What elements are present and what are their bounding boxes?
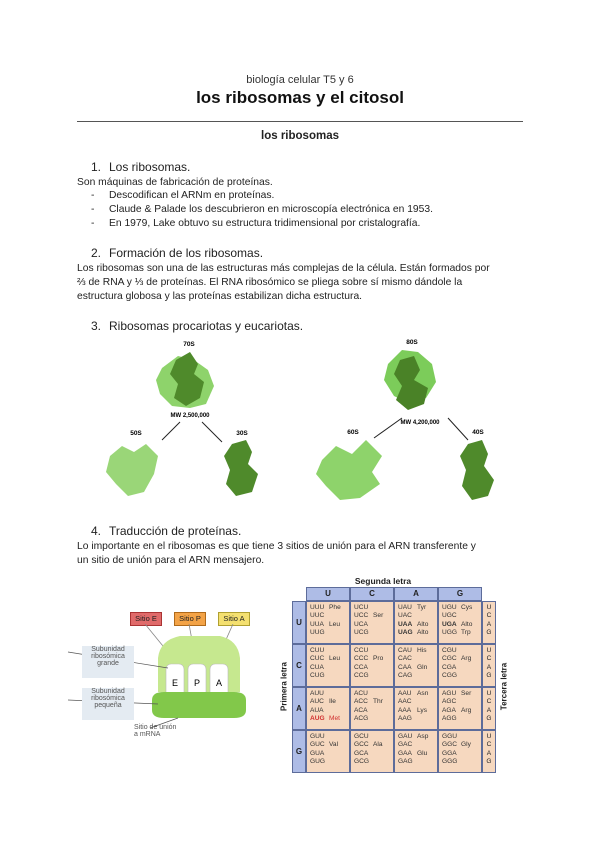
row-header: A — [292, 687, 306, 730]
codon-entry — [398, 690, 434, 698]
codon: AAG — [398, 715, 412, 723]
codon-entry — [310, 707, 346, 715]
s1-item: - Descodifican el ARNm en proteínas. — [91, 190, 275, 201]
column-header: U — [306, 587, 350, 601]
codon-entry — [398, 629, 434, 637]
codon-cell — [438, 601, 482, 644]
small-subunit-shape — [152, 692, 246, 718]
heading-4: 4. Traducción de proteínas. — [91, 524, 242, 538]
codon: AGA — [442, 706, 456, 714]
codon-entry — [398, 741, 434, 749]
codon-entry — [442, 647, 478, 655]
codon-entry — [442, 733, 478, 741]
codon-entry — [354, 612, 390, 620]
codon-entry — [310, 647, 346, 655]
codon-entry — [442, 707, 478, 715]
label-mw-euk: MW 4,200,000 — [400, 420, 440, 426]
codon-table — [276, 587, 509, 775]
codon-entry — [310, 750, 346, 758]
codon: CUA — [310, 663, 324, 671]
amino-acid: Ser — [461, 690, 472, 697]
large-subunit-label: Subunidad ribosómica grande — [82, 646, 134, 678]
codon-cell — [394, 601, 438, 644]
codon-entry — [442, 664, 478, 672]
codon: AAC — [398, 698, 412, 706]
codon: CAG — [398, 672, 413, 680]
codon-entry — [310, 612, 346, 620]
amino-acid: Alto — [417, 620, 429, 628]
codon: ACG — [354, 715, 369, 723]
section-heading: los ribosomas — [261, 130, 339, 142]
amino-acid: Leu — [329, 620, 341, 628]
codon-entry — [354, 647, 390, 655]
codon: UCC — [354, 612, 369, 620]
third-letter: C — [486, 698, 492, 706]
codon-entry — [442, 741, 478, 749]
third-letter-cell — [482, 687, 496, 730]
site-a-label: Sitio A — [218, 612, 250, 626]
codon: UAU — [398, 604, 412, 611]
codon-entry — [354, 707, 390, 715]
heading-3: 3. Ribosomas procariotas y eucariotas. — [91, 319, 304, 333]
third-letter: A — [486, 620, 492, 628]
label-50s: 50S — [130, 430, 142, 437]
codon-entry — [310, 758, 346, 766]
codon: GCA — [354, 749, 369, 757]
amino-acid: Arg — [461, 706, 472, 714]
codon-entry — [398, 758, 434, 766]
row-header: G — [292, 730, 306, 773]
amino-acid: Phe — [329, 604, 341, 611]
codon-entry — [310, 672, 346, 680]
codon: GAU — [398, 733, 413, 740]
arrow-euk-right — [448, 418, 468, 440]
third-letter-cell — [482, 644, 496, 687]
s4-paragraph: Lo importante en el ribosomas es que tiene 3 sitios de unión para el ARN transferente y un sitio de unión para el ARN mensajero. — [77, 541, 476, 566]
codon-entry — [310, 733, 346, 741]
third-letter: A — [486, 663, 492, 671]
codon-entry — [354, 750, 390, 758]
codon: CCU — [354, 647, 369, 654]
small-subunit-label: Subunidad ribosómica pequeña — [82, 688, 134, 720]
codon-entry — [354, 629, 390, 637]
codon-entry — [398, 612, 434, 620]
amino-acid: Arg — [461, 655, 472, 663]
codon: GUU — [310, 733, 325, 740]
codon-entry — [310, 629, 346, 637]
label-80s: 80S — [406, 339, 418, 346]
ribosome-30s — [224, 440, 258, 496]
codon-entry — [354, 715, 390, 723]
codon-cell — [394, 644, 438, 687]
third-letter: G — [486, 758, 492, 766]
third-letter: G — [486, 715, 492, 723]
codon: CUC — [310, 655, 325, 663]
third-letter: C — [486, 612, 492, 620]
codon-cell — [350, 687, 394, 730]
codon: CCG — [354, 672, 369, 680]
codon: AUU — [310, 690, 324, 697]
codon-entry — [442, 629, 478, 637]
third-letter: G — [486, 672, 492, 680]
codon-entry — [354, 698, 390, 706]
site-p-label: Sitio P — [174, 612, 206, 626]
codon-entry — [398, 698, 434, 706]
codon: GUG — [310, 758, 326, 766]
amino-acid: His — [417, 647, 427, 654]
codon: UGC — [442, 612, 457, 620]
codon: CGC — [442, 655, 457, 663]
codon-entry — [354, 690, 390, 698]
codon-entry — [442, 750, 478, 758]
amino-acid: Thr — [373, 698, 383, 706]
amino-acid: Cys — [461, 604, 473, 611]
codon: UCA — [354, 620, 368, 628]
amino-acid: Glu — [417, 749, 428, 757]
s1-item: - Claude & Palade los descubrieron en microscopía electrónica en 1953. — [91, 204, 433, 215]
codon: AGC — [442, 698, 457, 706]
third-letter: A — [486, 706, 492, 714]
codon-entry — [442, 698, 478, 706]
site-e-label: Sitio E — [130, 612, 162, 626]
codon: UGU — [442, 604, 457, 611]
codon-cell — [350, 644, 394, 687]
codon: CUG — [310, 672, 325, 680]
codon-entry — [310, 715, 346, 723]
amino-acid: Alto — [417, 629, 429, 637]
codon: GCG — [354, 758, 370, 766]
codon: CUU — [310, 647, 325, 654]
label-30s: 30S — [236, 430, 248, 437]
codon: CCA — [354, 663, 368, 671]
codon-entry — [398, 655, 434, 663]
codon: AAA — [398, 706, 412, 714]
codon-entry — [442, 621, 478, 629]
codon-entry — [310, 621, 346, 629]
codon-entry — [354, 664, 390, 672]
arrow-euk-left — [374, 418, 402, 438]
codon-entry — [442, 655, 478, 663]
codon: GGG — [442, 758, 458, 766]
codon: GCU — [354, 733, 369, 740]
amino-acid: Leu — [329, 655, 341, 663]
codon-entry — [398, 604, 434, 612]
codon: UAG — [398, 629, 413, 637]
codon: UUA — [310, 620, 324, 628]
codon-cell — [350, 601, 394, 644]
arrow-pro-left — [162, 422, 180, 440]
s2-paragraph: Los ribosomas son una de las estructuras más complejas de la célula. Están formados por ⅔ de RNA y ⅓ de proteínas. El RNA ribosómico se pliega sobre sí mismo dándole la estructura globosa y las proteínas estabilizan dicha estructura. — [77, 263, 490, 302]
codon: ACU — [354, 690, 368, 697]
codon: GUA — [310, 749, 325, 757]
codon-entry — [310, 741, 346, 749]
codon-entry — [398, 664, 434, 672]
s1-item: - En 1979, Lake obtuvo su estructura tridimensional por cristalografía. — [91, 218, 421, 229]
codon: GCC — [354, 741, 369, 749]
third-letter: U — [486, 690, 492, 697]
label-70s: 70S — [183, 341, 195, 348]
column-header: G — [438, 587, 482, 601]
codon-entry — [354, 733, 390, 741]
codon-entry — [398, 621, 434, 629]
codon-entry — [398, 647, 434, 655]
codon: ACC — [354, 698, 368, 706]
amino-acid: Pro — [373, 655, 384, 663]
codon-cell — [306, 687, 350, 730]
codon: UCU — [354, 604, 369, 611]
codon: AAU — [398, 690, 412, 697]
codon: UGA — [442, 620, 457, 628]
ribosome-60s — [316, 440, 382, 500]
codon-entry — [442, 672, 478, 680]
codon: AUA — [310, 706, 324, 714]
codon-entry — [354, 741, 390, 749]
codon-entry — [310, 655, 346, 663]
label-mw-pro: MW 2,500,000 — [170, 413, 210, 419]
codon-entry — [354, 621, 390, 629]
codon-entry — [354, 758, 390, 766]
ribosome-comparison-figure — [90, 334, 530, 514]
codon-cell — [438, 730, 482, 773]
third-letter: C — [486, 741, 492, 749]
codon: CCC — [354, 655, 369, 663]
title-divider — [77, 121, 523, 122]
codon-entry — [442, 612, 478, 620]
codon: CAA — [398, 663, 412, 671]
document-title: los ribosomas y el citosol — [196, 88, 404, 107]
column-header: A — [394, 587, 438, 601]
third-letter: U — [486, 604, 492, 611]
third-letter: A — [486, 749, 492, 757]
codon-cell — [306, 601, 350, 644]
codon-entry — [442, 604, 478, 612]
codon: GUC — [310, 741, 325, 749]
codon: CAC — [398, 655, 412, 663]
codon: UUG — [310, 629, 325, 637]
third-letter: G — [486, 629, 492, 637]
site-e-letter: E — [171, 678, 179, 688]
mrna-site-label: Sitio de unión a mRNA — [134, 724, 177, 738]
third-letter: U — [486, 647, 492, 654]
heading-1: 1. Los ribosomas. — [91, 160, 191, 174]
codon: UCG — [354, 629, 369, 637]
codon-entry — [398, 707, 434, 715]
codon: AUG — [310, 715, 325, 723]
codon: GGA — [442, 749, 457, 757]
codon-entry — [398, 715, 434, 723]
codon: CGU — [442, 647, 457, 654]
codon-cell — [394, 687, 438, 730]
codon: AGG — [442, 715, 457, 723]
codon: CGA — [442, 663, 457, 671]
amino-acid: Trp — [461, 629, 471, 637]
codon-entry — [442, 690, 478, 698]
site-p-letter: P — [193, 678, 201, 688]
codon: ACA — [354, 706, 368, 714]
codon-cell — [438, 687, 482, 730]
amino-acid: Gly — [461, 741, 471, 749]
amino-acid: Alto — [461, 620, 473, 628]
amino-acid: Lys — [417, 706, 428, 714]
codon-entry — [354, 655, 390, 663]
label-40s: 40S — [472, 429, 484, 436]
amino-acid: Asp — [417, 733, 429, 740]
amino-acid: Gln — [417, 663, 428, 671]
codon-entry — [310, 690, 346, 698]
arrow-pro-right — [202, 422, 222, 442]
codon: UGG — [442, 629, 458, 637]
amino-acid: Ser — [373, 612, 384, 620]
third-letter: U — [486, 733, 492, 740]
codon: GGU — [442, 733, 458, 740]
codon-cell — [306, 644, 350, 687]
amino-acid: Ala — [373, 741, 383, 749]
codon-entry — [398, 672, 434, 680]
amino-acid: Tyr — [417, 604, 427, 611]
codon: UUC — [310, 612, 325, 620]
codon-cell — [350, 730, 394, 773]
third-letter-cell — [482, 601, 496, 644]
codon-table-title: Segunda letra — [354, 576, 412, 586]
row-header: U — [292, 601, 306, 644]
third-letter-cell — [482, 730, 496, 773]
codon-entry — [398, 750, 434, 758]
codon: GAG — [398, 758, 413, 766]
codon-entry — [310, 604, 346, 612]
site-a-letter: A — [215, 678, 223, 688]
codon: AUC — [310, 698, 324, 706]
codon: GGC — [442, 741, 458, 749]
third-letter-label: Tercera letra — [499, 662, 509, 711]
amino-acid: Ile — [329, 698, 336, 706]
s1-intro: Son máquinas de fabricación de proteínas. — [77, 177, 273, 188]
ribosome-50s — [106, 444, 158, 496]
codon-cell — [394, 730, 438, 773]
codon-entry — [442, 758, 478, 766]
codon-entry — [442, 715, 478, 723]
row-header: C — [292, 644, 306, 687]
codon: UAA — [398, 620, 413, 628]
codon-entry — [310, 698, 346, 706]
amino-acid: Asn — [417, 690, 429, 697]
codon: CGG — [442, 672, 458, 680]
codon: GAA — [398, 749, 412, 757]
codon-entry — [354, 672, 390, 680]
amino-acid: Val — [329, 741, 339, 749]
codon-cell — [306, 730, 350, 773]
third-letter: C — [486, 655, 492, 663]
codon: AGU — [442, 690, 457, 697]
codon-cell — [438, 644, 482, 687]
codon: CAU — [398, 647, 412, 654]
label-60s: 60S — [347, 429, 359, 436]
first-letter-label: Primera letra — [279, 662, 289, 711]
column-header: C — [350, 587, 394, 601]
codon: UUU — [310, 604, 325, 611]
codon-entry — [310, 664, 346, 672]
document-subtitle: biología celular T5 y 6 — [246, 74, 354, 86]
codon-entry — [354, 604, 390, 612]
codon: GAC — [398, 741, 413, 749]
codon-entry — [398, 733, 434, 741]
heading-2: 2. Formación de los ribosomas. — [91, 246, 264, 260]
codon: UAC — [398, 612, 412, 620]
ribosome-40s — [460, 440, 494, 500]
amino-acid: Met — [329, 715, 340, 723]
